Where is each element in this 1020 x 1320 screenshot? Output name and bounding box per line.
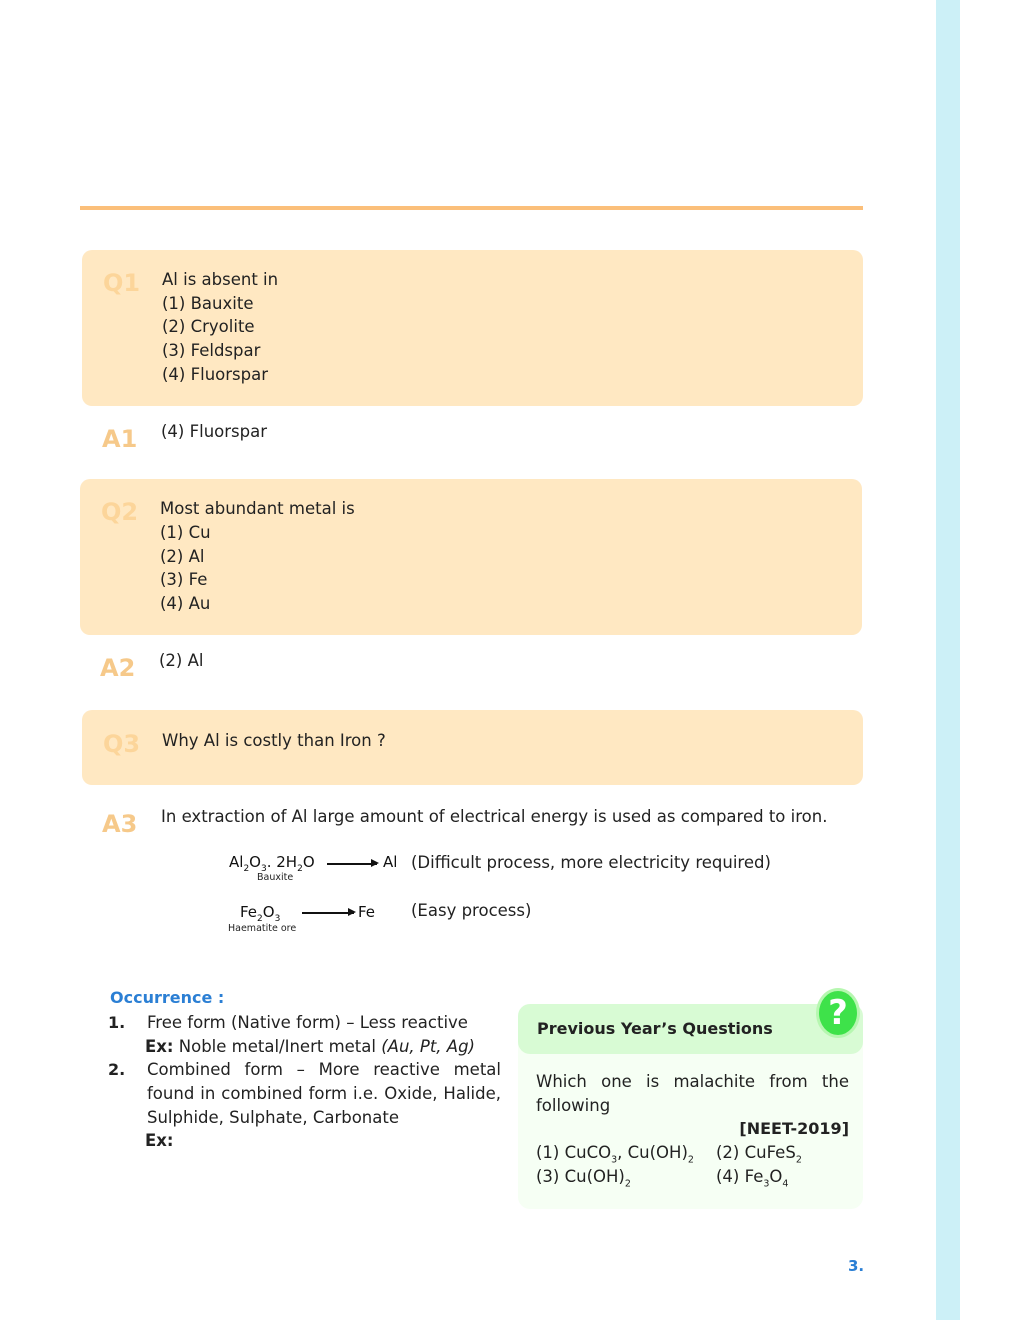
example-text-1: Noble metal/Inert metal — [178, 1037, 376, 1056]
question-label-1: Q1 — [103, 269, 141, 297]
option-2-2: (2) Al — [160, 547, 205, 566]
equation-2-reactant: $Fe_2O_3$ — [240, 903, 281, 924]
question-label-3: Q3 — [103, 730, 141, 758]
example-label-1: Ex: — [145, 1037, 174, 1056]
option-2-4: (4) Au — [160, 594, 211, 613]
equation-1-caption: Bauxite — [257, 872, 294, 883]
option-1-3: (3) Feldspar — [162, 341, 261, 360]
equation-1-note: (Difficult process, more electricity required) — [411, 853, 771, 872]
equation-2-caption: Haematite ore — [228, 923, 297, 934]
pyq-option-3: (3) $Cu(OH)_2$ — [536, 1167, 631, 1190]
pyq-option-1: (1) CuCO$_3$, $Cu(OH)_2$ — [536, 1143, 694, 1166]
occurrence-text-1: Free form (Native form) – Less reactive — [147, 1013, 468, 1032]
answer-label-2: A2 — [100, 654, 136, 682]
question-icon: ? — [816, 988, 860, 1038]
answer-text-1: (4) Fluorspar — [161, 422, 267, 441]
pyq-source: [NEET-2019] — [739, 1119, 849, 1138]
option-2-1: (1) Cu — [160, 523, 211, 542]
option-1-1: (1) Bauxite — [162, 294, 254, 313]
equation-2-arrow — [302, 912, 354, 914]
question-text-2: Most abundant metal is — [160, 499, 355, 518]
equation-2-product: Fe — [358, 903, 376, 921]
answer-text-2: (2) Al — [159, 651, 204, 670]
answer-label-3: A3 — [102, 810, 138, 838]
equation-1-product: Al — [383, 853, 398, 871]
option-1-4: (4) Fluorspar — [162, 365, 268, 384]
equation-1-reactant: $Al_2O_3$. $2H_2O$ — [229, 853, 315, 874]
pyq-title: Previous Year’s Questions — [537, 1019, 773, 1038]
occurrence-title: Occurrence : — [110, 988, 225, 1007]
question-text-1: Al is absent in — [162, 270, 279, 289]
side-strip — [936, 0, 960, 1320]
top-rule — [80, 206, 863, 210]
pyq-option-4: (4) $Fe_3O_4$ — [716, 1167, 789, 1190]
pyq-question: Which one is malachite from the following — [536, 1072, 849, 1115]
page-number: 3. — [848, 1257, 865, 1275]
example-label-2: Ex: — [145, 1131, 174, 1150]
answer-label-1: A1 — [102, 425, 138, 453]
occurrence-num-1: 1. — [108, 1013, 126, 1032]
occurrence-num-2: 2. — [108, 1060, 126, 1079]
option-1-2: (2) Cryolite — [162, 317, 255, 336]
question-label-2: Q2 — [101, 498, 139, 526]
example-italic-1: (Au, Pt, Ag) — [381, 1037, 475, 1056]
answer-text-3: In extraction of Al large amount of electrical energy is used as compared to iron. — [161, 807, 828, 826]
equation-1-arrow — [327, 863, 377, 865]
equation-2-note: (Easy process) — [411, 901, 532, 920]
option-2-3: (3) Fe — [160, 570, 208, 589]
occurrence-example-1 — [145, 1035, 475, 1059]
question-text-3: Why Al is costly than Iron ? — [162, 731, 386, 750]
occurrence-text-2: Combined form – More reactive metal found in combined form i.e. Oxide, Halide, Sulphide, Sulphate, Carbonate — [147, 1060, 501, 1127]
pyq-option-2: (2) CuFeS$_2$ — [716, 1143, 802, 1166]
